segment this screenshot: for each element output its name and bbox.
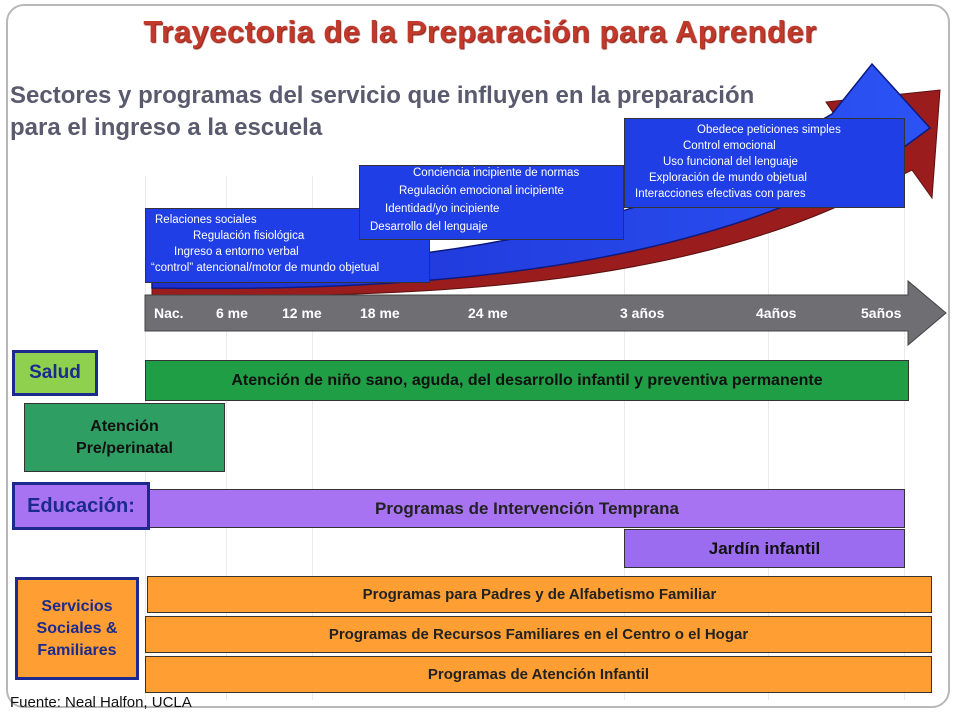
program-bar-jardin-infantil: Jardín infantil [624, 529, 905, 568]
dev-item: Relaciones sociales [155, 214, 257, 226]
timeline-label-5y: 5años [861, 305, 902, 321]
program-bar-padres-alfabetismo: Programas para Padres y de Alfabetismo Familiar [147, 576, 932, 613]
timeline-label-3y: 3 años [620, 305, 665, 321]
dev-item: Desarrollo del lenguaje [370, 221, 488, 233]
dev-item: Ingreso a entorno verbal [174, 246, 299, 258]
dev-item: Conciencia incipiente de normas [413, 167, 580, 179]
program-bar-salud-atencion: Atención de niño sano, aguda, del desarrollo infantil y preventiva permanente [145, 360, 909, 401]
timeline-label-24m: 24 me [468, 305, 508, 321]
dev-item: Exploración de mundo objetual [649, 172, 807, 184]
source-credit: Fuente: Neal Halfon, UCLA [10, 694, 192, 711]
timeline-label-6m: 6 me [216, 305, 248, 321]
dev-item: Regulación emocional incipiente [399, 185, 564, 197]
dev-item: Regulación fisiológica [193, 230, 305, 242]
sector-label-servicios: Servicios Sociales & Familiares [15, 577, 139, 680]
dev-item: Uso funcional del lenguaje [663, 156, 798, 168]
program-bar-recursos-familiares: Programas de Recursos Familiares en el Centro o el Hogar [145, 616, 932, 653]
dev-item: Control emocional [683, 140, 776, 152]
program-bar-atencion-infantil: Programas de Atención Infantil [145, 656, 932, 693]
sector-label-salud: Salud [12, 350, 98, 396]
program-bar-intervencion-temprana: Programas de Intervención Temprana [150, 489, 905, 528]
dev-item: Identidad/yo incipiente [385, 203, 500, 215]
subtitle-line-1: Sectores y programas del servicio que influyen en la preparación [10, 82, 755, 109]
program-bar-perinatal: Atención Pre/perinatal [24, 403, 225, 472]
dev-item: “control” atencional/motor de mundo objetual [151, 262, 380, 274]
subtitle-line-2: para el ingreso a la escuela [10, 114, 323, 141]
timeline-label-4y: 4años [756, 305, 797, 321]
dev-item: Obedece peticiones simples [697, 124, 841, 136]
timeline-label-18m: 18 me [360, 305, 400, 321]
timeline-label-birth: Nac. [154, 305, 184, 321]
page-title: Trayectoria de la Preparación para Aprender [143, 14, 817, 49]
sector-label-educacion: Educación: [12, 482, 150, 530]
dev-item: Interacciones efectivas con pares [635, 188, 806, 200]
timeline-label-12m: 12 me [282, 305, 322, 321]
